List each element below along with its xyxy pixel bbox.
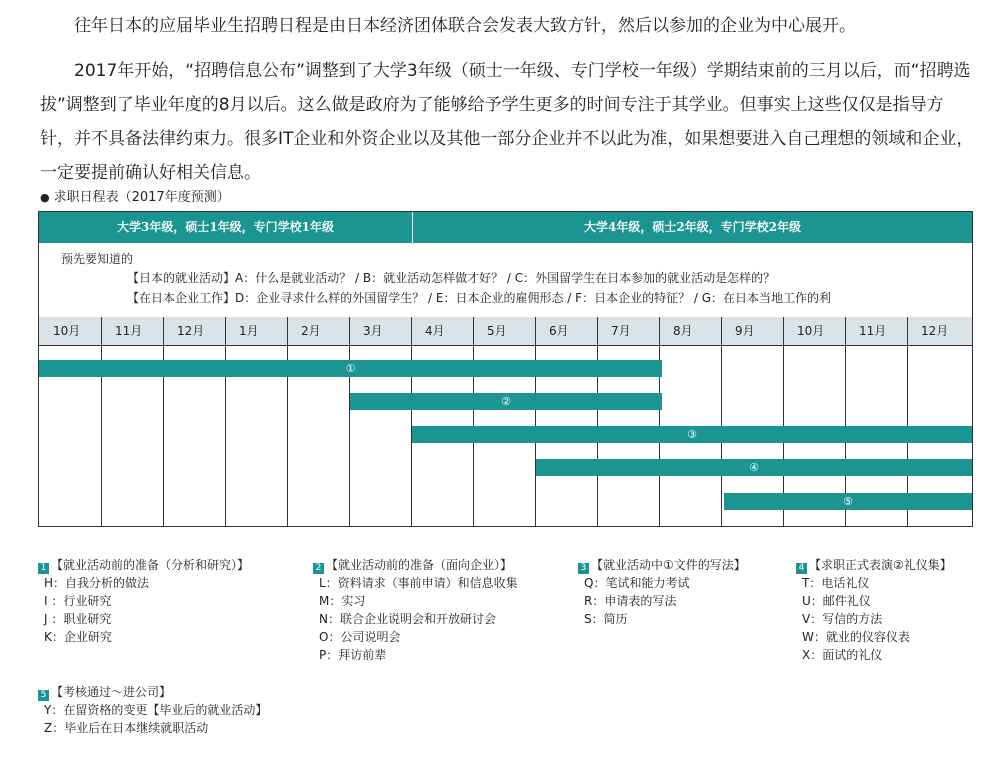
legend-item: K：企业研究 [44, 630, 112, 644]
schedule-chart [38, 211, 973, 527]
legend-item: M：实习 [319, 594, 366, 608]
bullet-icon: ● [40, 191, 50, 204]
prep-section [39, 243, 972, 318]
legend-item: Z：毕业后在日本继续就职活动 [44, 721, 209, 735]
bar-4-label: ④ [749, 461, 759, 474]
month-label: 10月 [53, 324, 81, 338]
legend-item: X：面试的礼仪 [802, 648, 883, 662]
legend-5-title: 【考核通过～进公司】 [51, 685, 172, 699]
month-label: 3月 [363, 324, 383, 338]
legend-item: S：简历 [584, 612, 628, 626]
legend-item: P：拜访前辈 [319, 648, 387, 662]
grid-line [225, 317, 226, 526]
bar-3 [412, 426, 972, 443]
bar-2 [350, 393, 662, 410]
month-label: 5月 [487, 324, 507, 338]
bar-1-label: ① [345, 362, 356, 375]
grid-line [411, 317, 412, 526]
grid-line [721, 317, 722, 526]
header-year3: 大学3年级，硕士1年级，专门学校1年级 [39, 212, 413, 243]
legend-item: Q：笔试和能力考试 [584, 576, 690, 590]
month-label: 9月 [735, 324, 755, 338]
month-label: 12月 [177, 324, 205, 338]
legend-1-title: 【就业活动前的准备（分析和研究）】 [51, 558, 250, 572]
grid-line [473, 317, 474, 526]
legend-item: T：电话礼仪 [802, 576, 870, 590]
month-row [39, 317, 972, 346]
legend-5-badge: 5 [38, 690, 49, 701]
grid-line [163, 317, 164, 526]
legend-item: O：公司说明会 [319, 630, 401, 644]
legend-4-badge: 4 [796, 563, 807, 574]
month-label: 4月 [425, 324, 445, 338]
legend-group-2 [313, 556, 518, 664]
bar-1 [39, 360, 662, 377]
legend-item: H：自我分析的做法 [44, 576, 150, 590]
legend-2-title: 【就业活动前的准备（面向企业）】 [326, 558, 513, 572]
month-label: 11月 [115, 324, 143, 338]
grid-line [659, 317, 660, 526]
bar-2-label: ② [501, 395, 511, 408]
grid-line [287, 317, 288, 526]
legend-item: Y：在留资格的变更【毕业后的就业活动】 [44, 703, 268, 717]
legend-group-1 [38, 556, 249, 646]
grid-line [597, 317, 598, 526]
legend-item: V：写信的方法 [802, 612, 883, 626]
legend-item: J ：职业研究 [44, 612, 112, 626]
legend-item: L：资料请求（事前申请）和信息收集 [319, 576, 518, 590]
bar-3-label: ③ [687, 428, 697, 441]
month-label: 12月 [921, 324, 949, 338]
legend-3-badge: 3 [578, 563, 589, 574]
legend-item: N：联合企业说明会和开放研讨会 [319, 612, 496, 626]
grid-line [535, 317, 536, 526]
month-label: 8月 [673, 324, 693, 338]
prep-line-2: 【在日本企业工作】D：企业寻求什么样的外国留学生？ / E：日本企业的雇佣形态 / F：日本企业的特征？ / G：在日本当地工作的利 [127, 291, 832, 305]
legend-item: U：邮件礼仪 [802, 594, 871, 608]
intro-paragraph-1: 往年日本的应届毕业生招聘日程是由日本经济团体联合会发表大致方针，然后以参加的企业为中心展开。 [74, 16, 856, 36]
schedule-title: ● 求职日程表（2017年度预测） [40, 190, 230, 205]
bar-5-label: ⑤ [843, 495, 853, 508]
legend-item: W：就业的仪容仪表 [802, 630, 910, 644]
month-label: 1月 [239, 324, 259, 338]
intro-paragraph-2: 2017年开始，“招聘信息公布”调整到了大学3年级（硕士一年级、专门学校一年级）学期结束前的三月以后，而“招聘选拔”调整到了毕业年度的8月以后。这么做是政府为了能够给予学生更多的时间专注于其学业。但事实上这些仅仅是指导方针，并不具备法律约束力。很多IT企业和外资企业以及其他一部分企业并不以此为准，如果想要进入自己理想的领域和企业，一定要提前确认好相关信息。 [40, 61, 974, 183]
month-label: 11月 [859, 324, 887, 338]
legend-group-3 [578, 556, 746, 628]
legend-3-title: 【就业活动中①文件的写法】 [591, 558, 746, 572]
grid-line [101, 317, 102, 526]
legend-item: R：申请表的写法 [584, 594, 677, 608]
month-label: 10月 [797, 324, 825, 338]
month-label: 7月 [611, 324, 631, 338]
legend-1-badge: 1 [38, 563, 49, 574]
prep-line-1: 【日本的就业活动】A：什么是就业活动？ / B：就业活动怎样做才好？ / C：外国留学生在日本参加的就业活动是怎样的？ [127, 271, 776, 285]
month-label: 2月 [301, 324, 321, 338]
legend-2-badge: 2 [313, 563, 324, 574]
legend-4-title: 【求职正式表演②礼仪集】 [809, 558, 952, 572]
prep-title: 预先要知道的 [61, 252, 134, 266]
grid-line [349, 317, 350, 526]
header-year4: 大学4年级，硕士2年级，专门学校2年级 [413, 212, 972, 243]
legend-group-4 [796, 556, 952, 664]
legend-item: I ：行业研究 [44, 594, 112, 608]
legend-group-5 [38, 683, 267, 737]
month-label: 6月 [549, 324, 569, 338]
bar-4 [536, 459, 972, 476]
bar-5 [724, 493, 972, 510]
